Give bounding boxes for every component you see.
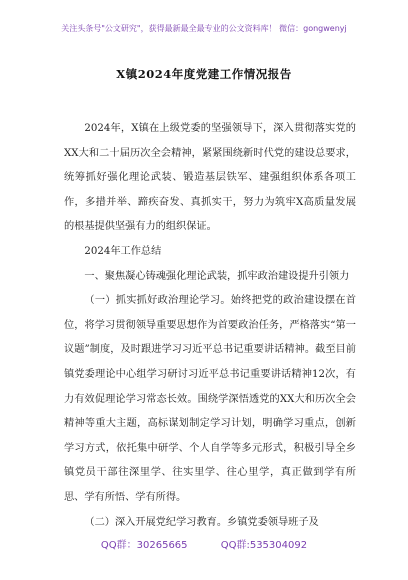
intro-paragraph: 2024年，X镇在上级党委的坚强领导下，深入贯彻落实党的XX大和二十届历次全会精神，紧紧围绕新时代党的建设总要求，统筹抓好强化理论武装、锻造基层铁军、建强组织体系各项工作，多措并举、蹄疾奋发、真抓实干，努力为筑牢X高质量发展的根基提供坚强有力的组织保证。 — [64, 123, 356, 233]
subsection-heading: 一、聚焦凝心铸魂强化理论武装，抓牢政治建设提升引领力 — [84, 270, 350, 282]
body-paragraph-continued: （二）深入开展党纪学习教育。乡镇党委领导班子及 — [84, 516, 319, 528]
footer-qq-group-2: QQ群:535304092 — [220, 540, 308, 551]
body-paragraph: （一）抓实抓好政治理论学习。始终把党的政治建设摆在首位，将学习贯彻领导重要思想作为首要政治任务，严格落实“第一议题”制度，及时跟进学习习近平总书记重要讲话精神。截至目前镇党委理论中心组学习研讨习近平总书记重要讲话精神12次，有力有效促理论学习常态长效。围绕学深悟透党的XX大和历次全会精神等重大主题，高标谋划制定学习计划，明确学习重点，创新学习方式，依托集中研学、个人自学等多元形式，积极引导全乡镇党员干部往深里学、往实里学、往心里学，真正做到学有所思、学有所悟、学有所得。 — [64, 295, 356, 503]
section-heading: 2024年工作总结 — [84, 245, 162, 257]
footer-qq-groups — [0, 536, 408, 551]
footer-qq-group-1: QQ群：30265665 — [100, 540, 188, 551]
document-title: X镇2024年度党建工作情况报告 — [116, 67, 292, 81]
document-body — [64, 117, 356, 535]
header-promo-note: 关注头条号"公文研究"，获得最新最全最专业的公文资料库！ 微信：gongwenyj — [61, 24, 347, 33]
